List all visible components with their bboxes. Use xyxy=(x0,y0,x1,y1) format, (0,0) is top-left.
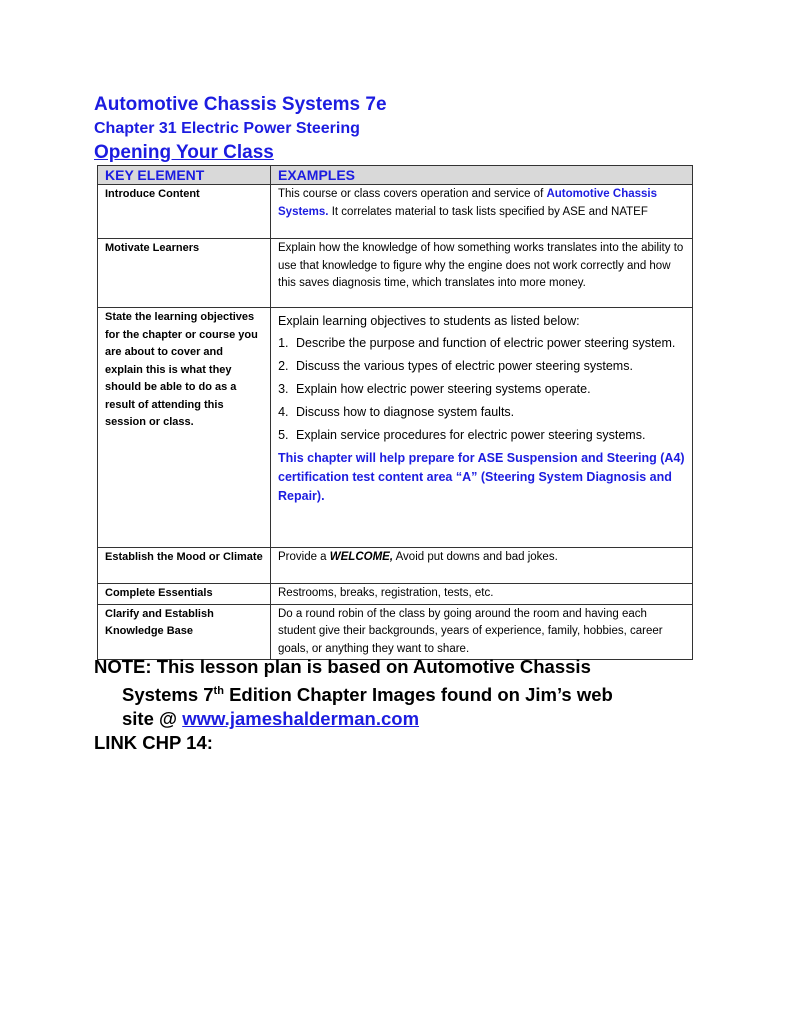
header-key-element: KEY ELEMENT xyxy=(98,166,271,185)
table-row xyxy=(98,185,693,239)
website-link[interactable]: www.jameshalderman.com xyxy=(182,708,420,730)
objective-item: 4. Discuss how to diagnose system faults. xyxy=(292,403,685,422)
superscript: th xyxy=(213,685,224,697)
row-example: Do a round robin of the class by going around the room and having each student give their backgrounds, years of experience, family, hobbies, career goals, or anything they want to share. xyxy=(271,604,693,660)
row-example xyxy=(271,308,693,548)
table-row xyxy=(98,604,693,660)
text: This course or class covers operation and service of xyxy=(278,188,547,200)
note-block xyxy=(94,655,714,755)
row-example: Restrooms, breaks, registration, tests, etc. xyxy=(271,584,693,605)
text: Provide a xyxy=(278,551,330,563)
ase-note: This chapter will help prepare for ASE Suspension and Steering (A4) certification test content area “A” (Steering System Diagnosis and Repair). xyxy=(278,451,685,503)
note-line xyxy=(94,707,714,731)
row-key: Establish the Mood or Climate xyxy=(98,548,271,584)
document-title: Automotive Chassis Systems 7e xyxy=(94,94,387,115)
table-row xyxy=(98,548,693,584)
table-row xyxy=(98,239,693,308)
table-header-row xyxy=(98,166,693,185)
text: site @ xyxy=(122,708,183,730)
row-example xyxy=(271,548,693,584)
section-title: Opening Your Class xyxy=(94,142,274,163)
text: It correlates material to task lists specified by ASE and NATEF xyxy=(328,205,648,218)
welcome-text: WELCOME, xyxy=(329,551,394,563)
row-key: Clarify and Establish Knowledge Base xyxy=(98,604,271,660)
row-key: Complete Essentials xyxy=(98,584,271,605)
objective-item: 2. Discuss the various types of electric power steering systems. xyxy=(292,357,685,376)
objective-item: 3. Explain how electric power steering systems operate. xyxy=(292,380,685,399)
objective-item: 1. Describe the purpose and function of electric power steering system. xyxy=(292,334,685,353)
text: Avoid put downs and bad jokes. xyxy=(393,551,558,563)
note-line: NOTE: This lesson plan is based on Automotive Chassis xyxy=(94,656,591,677)
table-row xyxy=(98,584,693,605)
row-example: Explain how the knowledge of how something works translates into the ability to use that knowledge to figure why the engine does not work correctly and how this saves diagnosis time, which translates into more money. xyxy=(271,239,693,308)
table-row xyxy=(98,308,693,548)
objectives-list xyxy=(278,334,685,445)
lesson-table xyxy=(97,165,693,660)
header-examples: EXAMPLES xyxy=(271,166,693,185)
text: Edition Chapter Images found on Jim’s web xyxy=(223,684,613,706)
text: Systems 7 xyxy=(122,684,214,706)
row-key: State the learning objectives for the chapter or course you are about to cover and explain this is what they should be able to do as a result of attending this session or class. xyxy=(98,308,271,548)
row-example xyxy=(271,185,693,239)
objective-item: 5. Explain service procedures for electric power steering systems. xyxy=(292,426,685,445)
note-line xyxy=(94,679,714,707)
link-chapter-label: LINK CHP 14: xyxy=(94,732,213,754)
chapter-title: Chapter 31 Electric Power Steering xyxy=(94,120,360,137)
objectives-intro: Explain learning objectives to students as listed below: xyxy=(278,314,580,328)
highlight-text: Automotive Chassis Systems. xyxy=(278,188,658,218)
row-key: Motivate Learners xyxy=(98,239,271,308)
row-key: Introduce Content xyxy=(98,185,271,239)
